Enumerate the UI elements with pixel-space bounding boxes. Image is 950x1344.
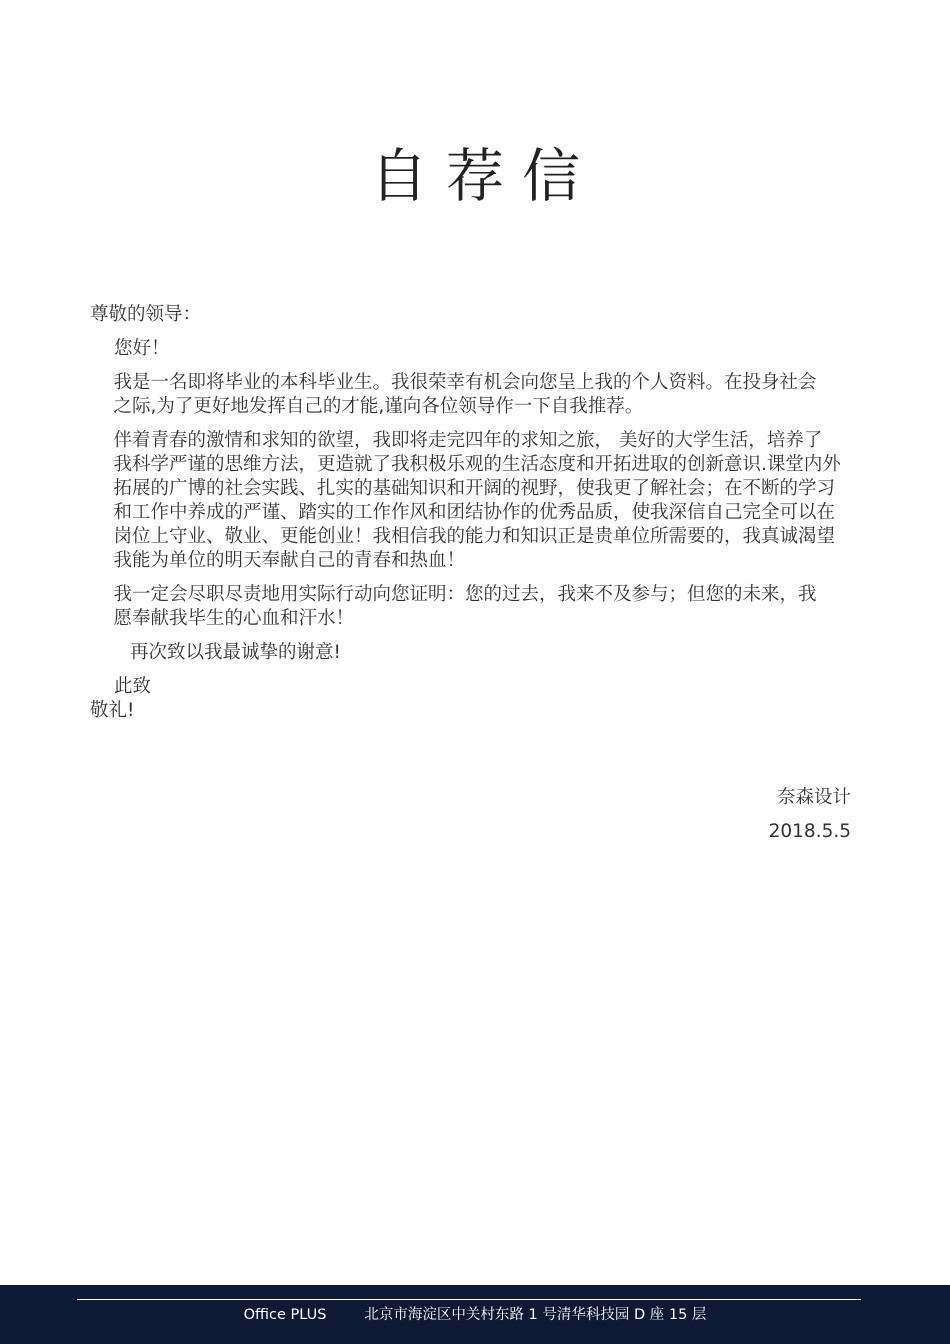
footer-text [0,1305,950,1325]
paragraph-line: 岗位上守业、敬业、更能创业！我相信我的能力和知识正是贵单位所需要的，我真诚渴望 [113,526,836,547]
salutation: 尊敬的领导： [90,304,202,325]
footer-address: 北京市海淀区中关村东路 1 号清华科技园 D 座 15 层 [364,1307,707,1323]
paragraph-line: 我科学严谨的思维方法，更造就了我积极乐观的生活态度和开拓进取的创新意识.课堂内外 [113,454,841,475]
paragraph-intro [90,371,852,419]
footer-brand: Office PLUS [243,1307,327,1323]
paragraph-line: 我是一名即将毕业的本科毕业生。我很荣幸有机会向您呈上我的个人资料。在投身社会 [113,372,817,393]
page-title: 自荐信 [369,142,598,210]
footer-divider [77,1299,861,1300]
paragraph-line: 和工作中养成的严谨、踏实的工作作风和团结协作的优秀品质，使我深信自己完全可以在 [113,502,836,523]
footer-bar [0,1285,950,1344]
paragraph-commitment [90,583,852,631]
paragraph-line: 我能为单位的明天奉献自己的青春和热血！ [113,550,466,571]
paragraph-line: 之际,为了更好地发挥自己的才能,谨向各位领导作一下自我推荐。 [113,396,644,417]
paragraph-experience [90,429,852,573]
closing-line-2: 敬礼! [90,700,135,721]
paragraph-line: 伴着青春的激情和求知的欲望，我即将走完四年的求知之旅， 美好的大学生活，培养了 [113,430,823,451]
paragraph-line: 愿奉献我毕生的心血和汗水！ [113,608,355,629]
signature-date: 2018.5.5 [768,821,851,842]
thanks-line: 再次致以我最诚挚的谢意! [130,642,341,663]
paragraph-line: 拓展的广博的社会实践、扎实的基础知识和开阔的视野，使我更了解社会；在不断的学习 [113,478,836,499]
greeting: 您好！ [114,338,170,359]
closing-line-1: 此致 [114,676,152,697]
signature-name: 奈森设计 [776,787,851,808]
paragraph-line: 我一定会尽职尽责地用实际行动向您证明：您的过去，我来不及参与；但您的未来，我 [113,584,817,605]
letter-body [90,303,852,723]
